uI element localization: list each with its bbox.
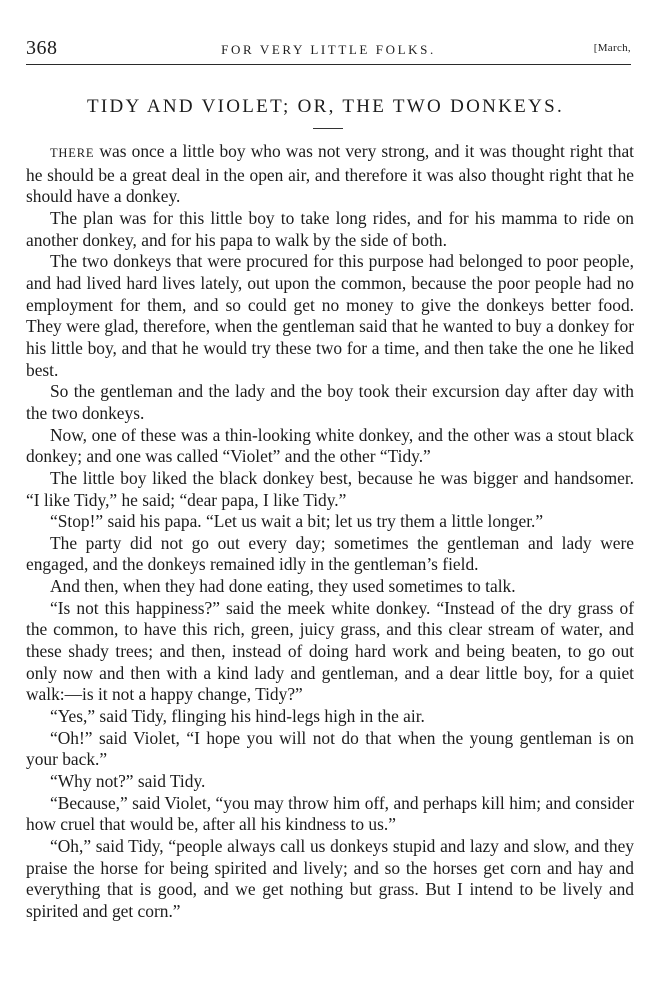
paragraph: The little boy liked the black donkey best, because he was bigger and handsomer. “I like Tidy,” he said; “dear papa, I like Tidy.” <box>26 467 634 510</box>
paragraph: So the gentleman and the lady and the boy took their excursion day after day with the two donkeys. <box>26 381 634 423</box>
paragraph: “Oh,” said Tidy, “people always call us donkeys stupid and lazy and slow, and they praise the horse for being spirited and lively; and so the horses get corn and hay and everything that is good, and we get nothing but grass. But I intend to be lively and spirited and get corn.” <box>26 836 634 921</box>
page-number: 368 <box>26 37 58 59</box>
article-body <box>26 141 634 923</box>
article-title: TIDY AND VIOLET; OR, THE TWO DONKEYS. <box>86 96 565 117</box>
paragraph <box>26 141 634 208</box>
paragraph: “Is not this happiness?” said the meek white donkey. “Instead of the dry grass of the common, to have this rich, green, juicy grass, and this clear stream of water, and these shady trees; and then, instead of doing hard work and being beaten, to go out only now and then with a kind lady and gentleman, and a dear little boy, for a quiet walk:—is it not a happy change, Tidy?” <box>26 597 634 705</box>
paragraph: “Why not?” said Tidy. <box>50 771 206 792</box>
paragraph: “Oh!” said Violet, “I hope you will not do that when the young gentleman is on your back.” <box>26 727 634 770</box>
paragraph: “Because,” said Violet, “you may throw him off, and perhaps kill him; and consider how cruel that would be, after all his kindness to us.” <box>26 792 634 835</box>
opening-word: THERE <box>50 146 95 160</box>
paragraph: Now, one of these was a thin-looking white donkey, and the other was a stout black donkey; and one was called “Violet” and the other “Tidy.” <box>26 424 634 467</box>
issue-month: [March, <box>593 42 631 54</box>
running-header <box>26 34 631 65</box>
paragraph: “Yes,” said Tidy, flinging his hind-legs high in the air. <box>50 706 425 727</box>
paragraph: “Stop!” said his papa. “Let us wait a bit; let us try them a little longer.” <box>50 511 544 532</box>
running-title: FOR VERY LITTLE FOLKS. <box>221 42 436 57</box>
paragraph: The plan was for this little boy to take long rides, and for his mamma to ride on another donkey, and for his papa to walk by the side of both. <box>26 207 634 250</box>
title-divider <box>313 128 343 129</box>
paragraph: The party did not go out every day; sometimes the gentleman and lady were engaged, and the donkeys remained idly in the gentleman’s field. <box>26 532 634 575</box>
paragraph-text: was once a little boy who was not very strong, and it was thought right that he should be a great deal in the open air, and therefore it was also thought right that he should have a donkey. <box>26 141 634 207</box>
paragraph: And then, when they had done eating, they used sometimes to talk. <box>50 576 516 597</box>
paragraph: The two donkeys that were procured for this purpose had belonged to poor people, and had lived hard lives lately, out upon the common, because the poor people had no employment for them, and so could get no money to give the donkeys better food. They were glad, therefore, when the gentleman said that he wanted to buy a donkey for his little boy, and that he would try these two for a time, and then take the one he liked best. <box>26 251 634 380</box>
